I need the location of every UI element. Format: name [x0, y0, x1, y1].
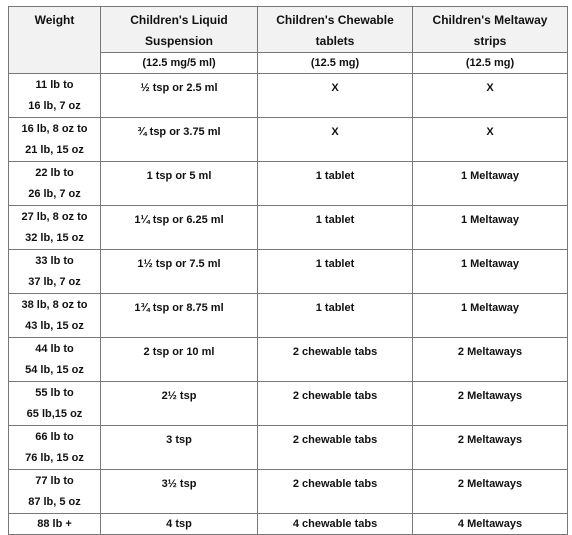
chewable-dose-cell: 2 chewable tabs [258, 382, 413, 426]
chewable-dose-cell: 2 chewable tabs [258, 426, 413, 470]
liquid-dose-cell: 3½ tsp [101, 470, 258, 514]
liquid-header-line-1: Children's Liquid [130, 13, 228, 27]
weight-line: 38 lb, 8 oz to [21, 299, 88, 311]
liquid-dose-cell: 1½ tsp or 7.5 ml [101, 250, 258, 294]
weight-line: 27 lb, 8 oz to [21, 211, 88, 223]
liquid-dose-cell: 3 tsp [101, 426, 258, 470]
weight-line: 26 lb, 7 oz [28, 188, 81, 200]
weight-cell [9, 74, 101, 118]
meltaway-dose-cell: 1 Meltaway [413, 162, 568, 206]
weight-cell [9, 514, 101, 535]
weight-line: 76 lb, 15 oz [25, 452, 84, 464]
weight-line: 66 lb to [35, 431, 74, 443]
chewable-dose-cell: 2 chewable tabs [258, 338, 413, 382]
weight-line: 55 lb to [35, 387, 74, 399]
meltaway-column-header [413, 7, 568, 53]
chewable-concentration: (12.5 mg) [258, 53, 413, 74]
meltaway-dose-cell: 1 Meltaway [413, 206, 568, 250]
chewable-dose-cell: 1 tablet [258, 294, 413, 338]
chewable-dose-cell: 4 chewable tabs [258, 514, 413, 535]
weight-line: 88 lb + [37, 518, 72, 530]
weight-line: 37 lb, 7 oz [28, 276, 81, 288]
meltaway-dose-cell: 2 Meltaways [413, 470, 568, 514]
weight-cell [9, 426, 101, 470]
header-row [9, 7, 568, 53]
chewable-dose-cell: 1 tablet [258, 250, 413, 294]
weight-line: 87 lb, 5 oz [28, 496, 81, 508]
liquid-dose-cell: 1¾ tsp or 8.75 ml [101, 294, 258, 338]
liquid-dose-cell: 2 tsp or 10 ml [101, 338, 258, 382]
table-row [9, 338, 568, 382]
table-row [9, 118, 568, 162]
weight-line: 32 lb, 15 oz [25, 232, 84, 244]
liquid-dose-cell: 2½ tsp [101, 382, 258, 426]
weight-line: 77 lb to [35, 475, 74, 487]
weight-line: 54 lb, 15 oz [25, 364, 84, 376]
weight-line: 65 lb,15 oz [26, 408, 83, 420]
meltaway-header-line-1: Children's Meltaway [432, 13, 548, 27]
weight-line: 44 lb to [35, 343, 74, 355]
table-row [9, 514, 568, 535]
weight-line: 16 lb, 8 oz to [21, 123, 88, 135]
liquid-dose-cell: 4 tsp [101, 514, 258, 535]
weight-line: 21 lb, 15 oz [25, 144, 84, 156]
chewable-header-line-1: Children's Chewable [276, 13, 394, 27]
meltaway-dose-cell: 4 Meltaways [413, 514, 568, 535]
meltaway-concentration: (12.5 mg) [413, 53, 568, 74]
meltaway-dose-cell: 1 Meltaway [413, 294, 568, 338]
table-row [9, 162, 568, 206]
liquid-dose-cell: ½ tsp or 2.5 ml [101, 74, 258, 118]
weight-cell [9, 206, 101, 250]
weight-cell [9, 250, 101, 294]
chewable-column-header [258, 7, 413, 53]
meltaway-dose-cell: X [413, 118, 568, 162]
meltaway-dose-cell: 2 Meltaways [413, 426, 568, 470]
liquid-dose-cell: 1¼ tsp or 6.25 ml [101, 206, 258, 250]
table-row [9, 426, 568, 470]
liquid-dose-cell: 1 tsp or 5 ml [101, 162, 258, 206]
weight-line: 22 lb to [35, 167, 74, 179]
table-row [9, 294, 568, 338]
table-row [9, 470, 568, 514]
weight-cell [9, 294, 101, 338]
weight-cell [9, 470, 101, 514]
table-row [9, 250, 568, 294]
meltaway-dose-cell: X [413, 74, 568, 118]
chewable-dose-cell: X [258, 118, 413, 162]
chewable-dose-cell: 2 chewable tabs [258, 470, 413, 514]
liquid-header-line-2: Suspension [144, 34, 213, 48]
weight-header-label: Weight [34, 13, 75, 27]
weight-line: 33 lb to [35, 255, 74, 267]
meltaway-header-line-2: strips [473, 34, 507, 48]
chewable-header-line-2: tablets [315, 34, 355, 48]
weight-cell [9, 162, 101, 206]
chewable-dose-cell: 1 tablet [258, 206, 413, 250]
liquid-dose-cell: ¾ tsp or 3.75 ml [101, 118, 258, 162]
weight-line: 16 lb, 7 oz [28, 100, 81, 112]
weight-cell [9, 338, 101, 382]
meltaway-dose-cell: 1 Meltaway [413, 250, 568, 294]
table-row [9, 74, 568, 118]
weight-cell [9, 118, 101, 162]
meltaway-dose-cell: 2 Meltaways [413, 338, 568, 382]
weight-line: 43 lb, 15 oz [25, 320, 84, 332]
weight-cell [9, 382, 101, 426]
table-row [9, 382, 568, 426]
chewable-dose-cell: X [258, 74, 413, 118]
table-row [9, 206, 568, 250]
meltaway-dose-cell: 2 Meltaways [413, 382, 568, 426]
liquid-column-header [101, 7, 258, 53]
dosage-table [8, 6, 568, 535]
weight-line: 11 lb to [35, 79, 74, 91]
liquid-concentration: (12.5 mg/5 ml) [101, 53, 258, 74]
weight-column-header [9, 7, 101, 74]
dosage-table-container [8, 6, 568, 535]
chewable-dose-cell: 1 tablet [258, 162, 413, 206]
